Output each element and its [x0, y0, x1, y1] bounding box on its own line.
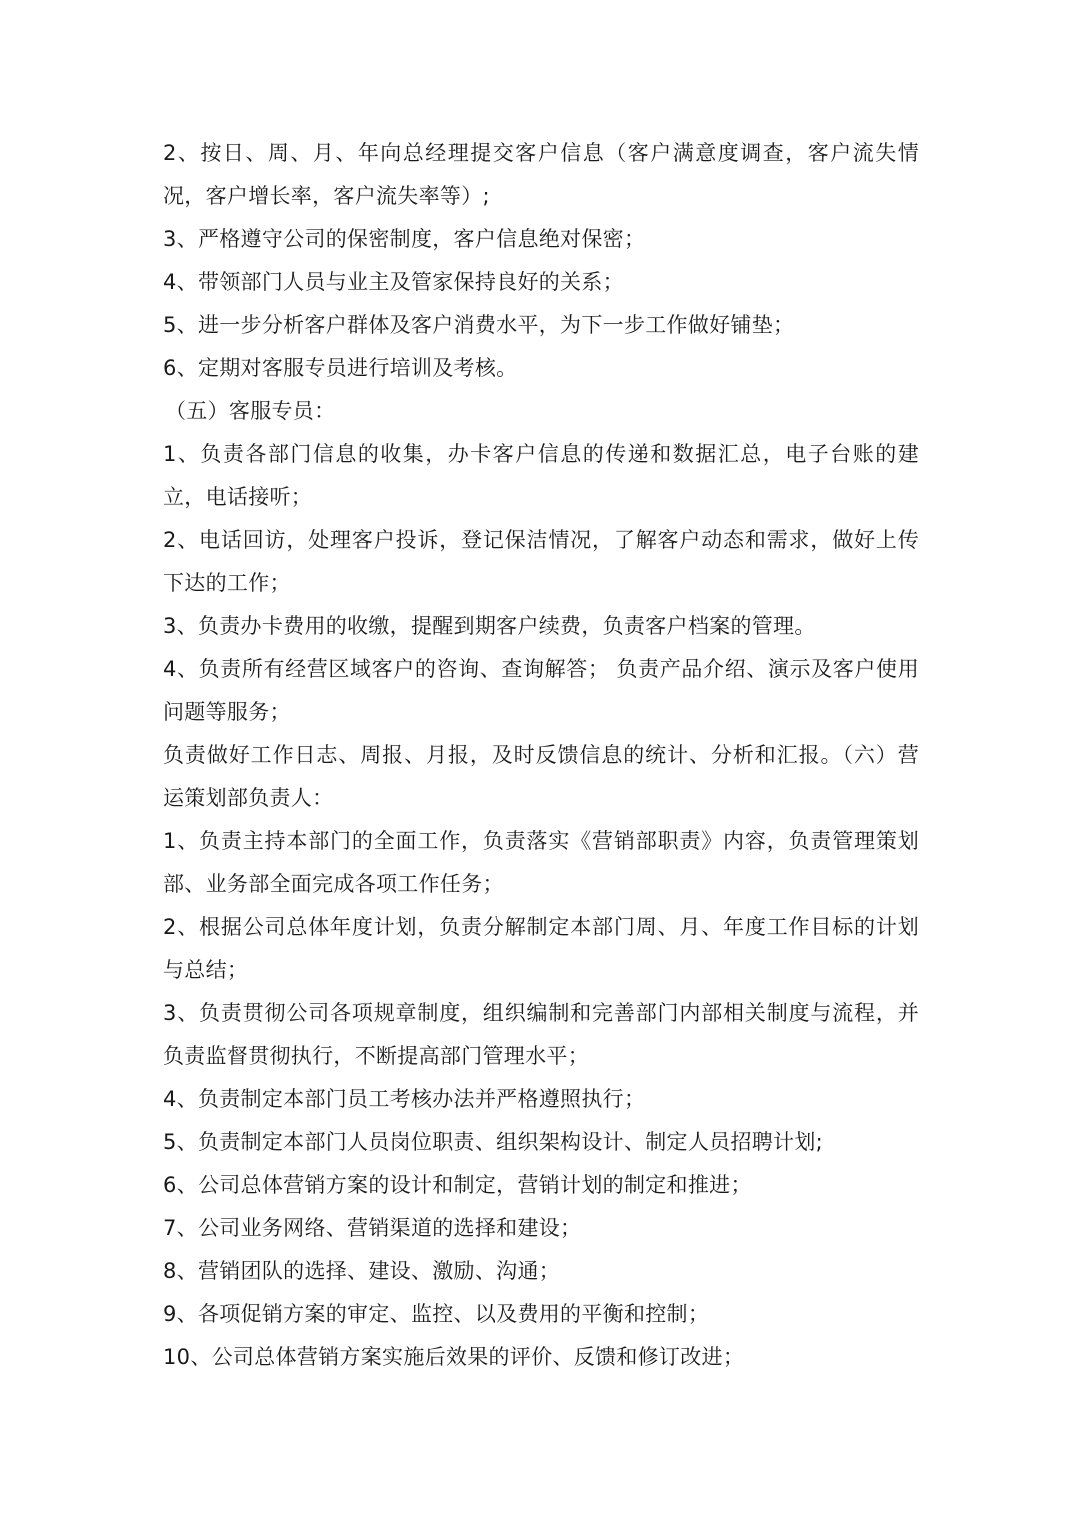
document-body — [163, 132, 919, 1379]
paragraph-item-3: 3、严格遵守公司的保密制度，客户信息绝对保密； — [163, 227, 646, 251]
paragraph-ops-5: 5、负责制定本部门人员岗位职责、组织架构设计、制定人员招聘计划; — [163, 1130, 824, 1154]
paragraph-ops-9: 9、各项促销方案的审定、监控、以及费用的平衡和控制； — [163, 1302, 710, 1326]
paragraph-cs-3: 3、负责办卡费用的收缴，提醒到期客户续费，负责客户档案的管理。 — [163, 614, 816, 638]
paragraph-cs-4: 4、负责所有经营区域客户的咨询、查询解答； 负责产品介绍、演示及客户使用问题等服务； — [163, 657, 919, 724]
paragraph-ops-6: 6、公司总体营销方案的设计和制定，营销计划的制定和推进； — [163, 1173, 752, 1197]
paragraph-cs-1: 1、负责各部门信息的收集，办卡客户信息的传递和数据汇总，电子台账的建立，电话接听； — [163, 442, 919, 509]
paragraph-item-5: 5、进一步分析客户群体及客户消费水平，为下一步工作做好铺垫； — [163, 313, 795, 337]
paragraph-cs-2: 2、电话回访，处理客户投诉，登记保洁情况，了解客户动态和需求，做好上传下达的工作； — [163, 528, 919, 595]
paragraph-ops-4: 4、负责制定本部门员工考核办法并严格遵照执行； — [163, 1087, 646, 1111]
paragraph-ops-10: 10、公司总体营销方案实施后效果的评价、反馈和修订改进； — [163, 1345, 745, 1369]
section-heading-customer-service: （五）客服专员： — [165, 399, 336, 423]
paragraph-ops-7: 7、公司业务网络、营销渠道的选择和建设； — [163, 1216, 582, 1240]
paragraph-ops-3: 3、负责贯彻公司各项规章制度，组织编制和完善部门内部相关制度与流程，并负责监督贯彻执行，不断提高部门管理水平； — [163, 1001, 919, 1068]
paragraph-ops-8: 8、营销团队的选择、建设、激励、沟通； — [163, 1259, 561, 1283]
paragraph-item-6: 6、定期对客服专员进行培训及考核。 — [163, 356, 518, 380]
paragraph-item-4: 4、带领部门人员与业主及管家保持良好的关系； — [163, 270, 624, 294]
paragraph-ops-2: 2、根据公司总体年度计划，负责分解制定本部门周、月、年度工作目标的计划与总结； — [163, 915, 919, 982]
paragraph-item-2: 2、按日、周、月、年向总经理提交客户信息（客户满意度调查，客户流失情况，客户增长率，客户流失率等）; — [163, 141, 919, 208]
paragraph-cs-5-with-heading: 负责做好工作日志、周报、月报，及时反馈信息的统计、分析和汇报。（六）营运策划部负责人： — [163, 743, 919, 810]
paragraph-ops-1: 1、负责主持本部门的全面工作，负责落实《营销部职责》内容，负责管理策划部、业务部全面完成各项工作任务； — [163, 829, 919, 896]
